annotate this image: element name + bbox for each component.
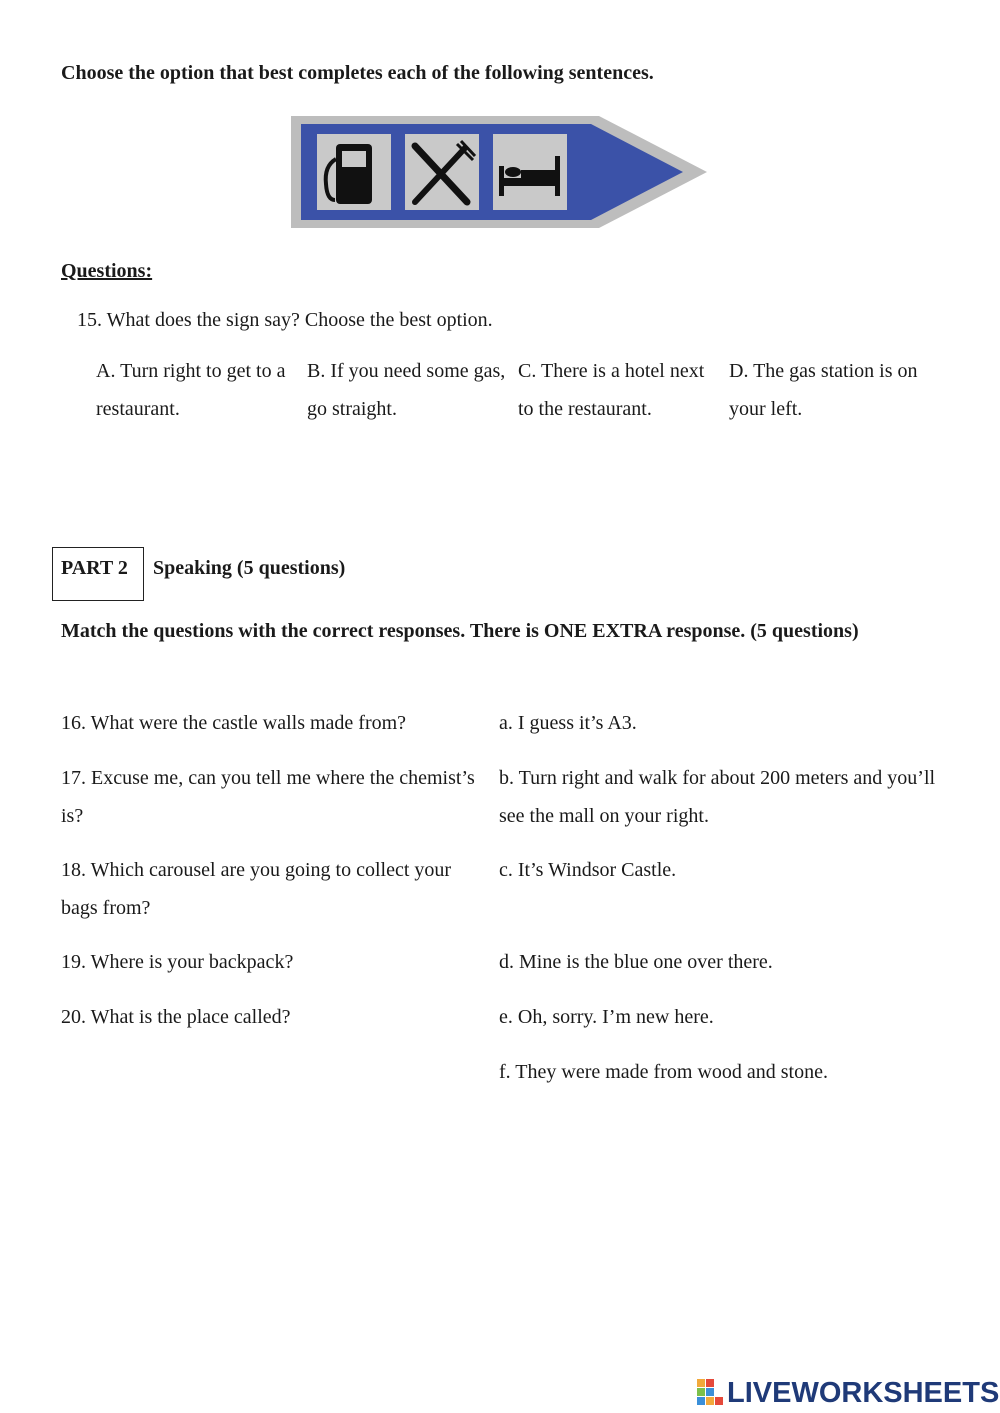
response-c[interactable]: c. It’s Windsor Castle.: [499, 859, 677, 881]
response-a[interactable]: a. I guess it’s A3.: [499, 712, 637, 734]
question-15: 15. What does the sign say? Choose the best option.: [77, 309, 493, 331]
response-d[interactable]: d. Mine is the blue one over there.: [499, 951, 773, 973]
response-e[interactable]: e. Oh, sorry. I’m new here.: [499, 1006, 714, 1028]
match-question-17: 17. Excuse me, can you tell me where the chemist’s is?: [61, 767, 475, 827]
q15-option-d[interactable]: D. The gas station is on your left.: [729, 360, 918, 420]
match-instruction: Match the questions with the correct responses. There is ONE EXTRA response. (5 questions): [61, 620, 859, 642]
part2-title: Speaking (5 questions): [153, 557, 346, 579]
response-b[interactable]: b. Turn right and walk for about 200 meters and you’ll see the mall on your right.: [499, 767, 936, 827]
liveworksheets-logo[interactable]: [697, 1376, 999, 1410]
bed-icon: [493, 134, 567, 210]
match-question-18: 18. Which carousel are you going to collect your bags from?: [61, 859, 452, 919]
q15-option-b[interactable]: B. If you need some gas, go straight.: [307, 360, 506, 420]
gas-pump-icon: [317, 134, 391, 210]
liveworksheets-logo-text: LIVEWORKSHEETS: [727, 1376, 1000, 1409]
liveworksheets-logo-icon: [697, 1379, 725, 1407]
match-question-20: 20. What is the place called?: [61, 1006, 291, 1028]
q15-option-a[interactable]: A. Turn right to get to a restaurant.: [96, 360, 286, 420]
questions-heading: Questions:: [61, 260, 153, 282]
road-sign-image: [291, 114, 707, 230]
fork-knife-icon: [405, 134, 479, 210]
response-f[interactable]: f. They were made from wood and stone.: [499, 1061, 828, 1083]
match-question-19: 19. Where is your backpack?: [61, 951, 294, 973]
part2-label: PART 2: [61, 557, 128, 579]
match-question-16: 16. What were the castle walls made from?: [61, 712, 407, 734]
q15-option-c[interactable]: C. There is a hotel next to the restaurant.: [518, 360, 705, 420]
instruction-heading: Choose the option that best completes each of the following sentences.: [61, 62, 654, 84]
